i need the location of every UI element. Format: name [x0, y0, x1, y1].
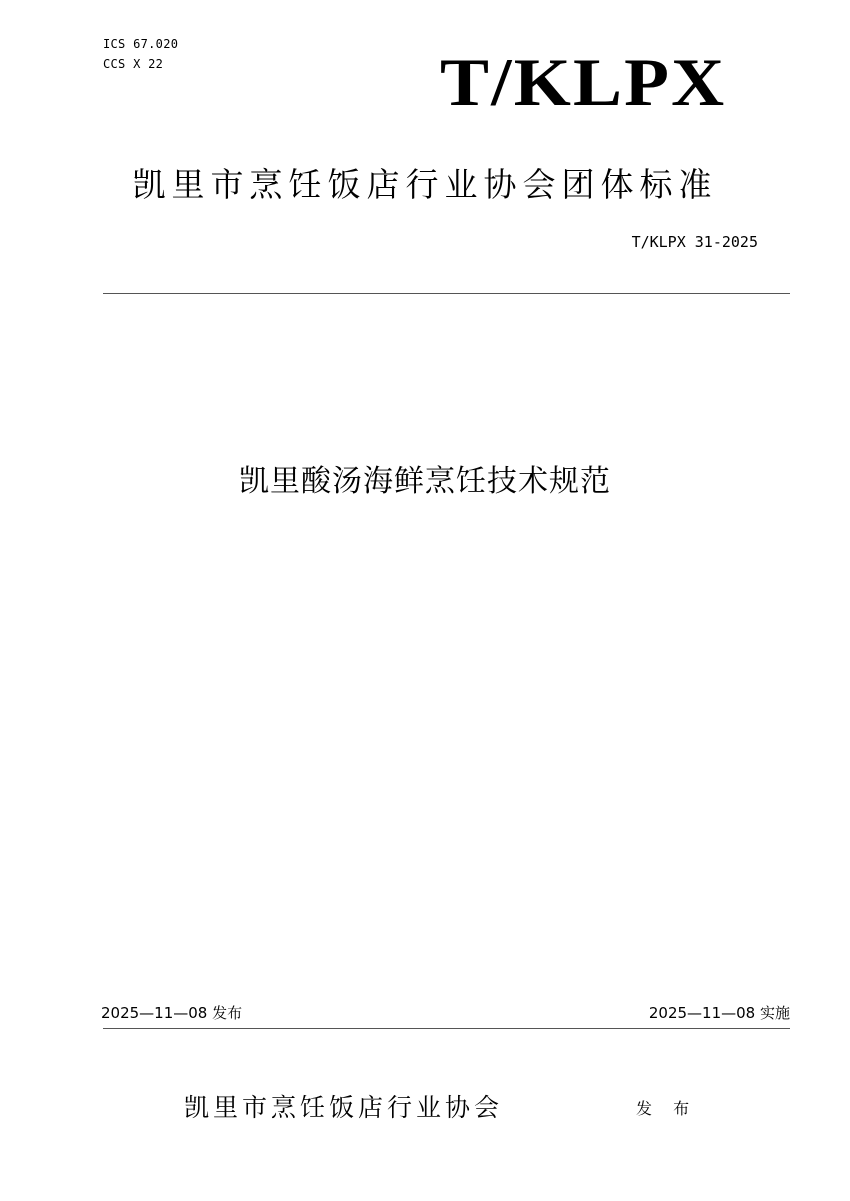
ccs-code: CCS X 22 — [103, 57, 164, 71]
classification-codes — [103, 34, 178, 74]
publish-date: 2025—11—08 发布 — [101, 1004, 243, 1022]
document-title: 凯里酸汤海鲜烹饪技术规范 — [239, 464, 611, 499]
implement-date: 2025—11—08 实施 — [648, 1004, 790, 1022]
publisher-name: 凯里市烹饪饭店行业协会 — [184, 1093, 504, 1122]
top-divider — [103, 293, 790, 294]
ics-code: ICS 67.020 — [103, 37, 179, 51]
publish-label: 发 布 — [636, 1099, 698, 1118]
standard-number: T/KLPX 31-2025 — [631, 233, 758, 251]
organization-title: 凯里市烹饪饭店行业协会团体标准 — [132, 165, 718, 204]
bottom-divider — [103, 1028, 790, 1029]
standard-logo: T/KLPX — [440, 44, 727, 120]
